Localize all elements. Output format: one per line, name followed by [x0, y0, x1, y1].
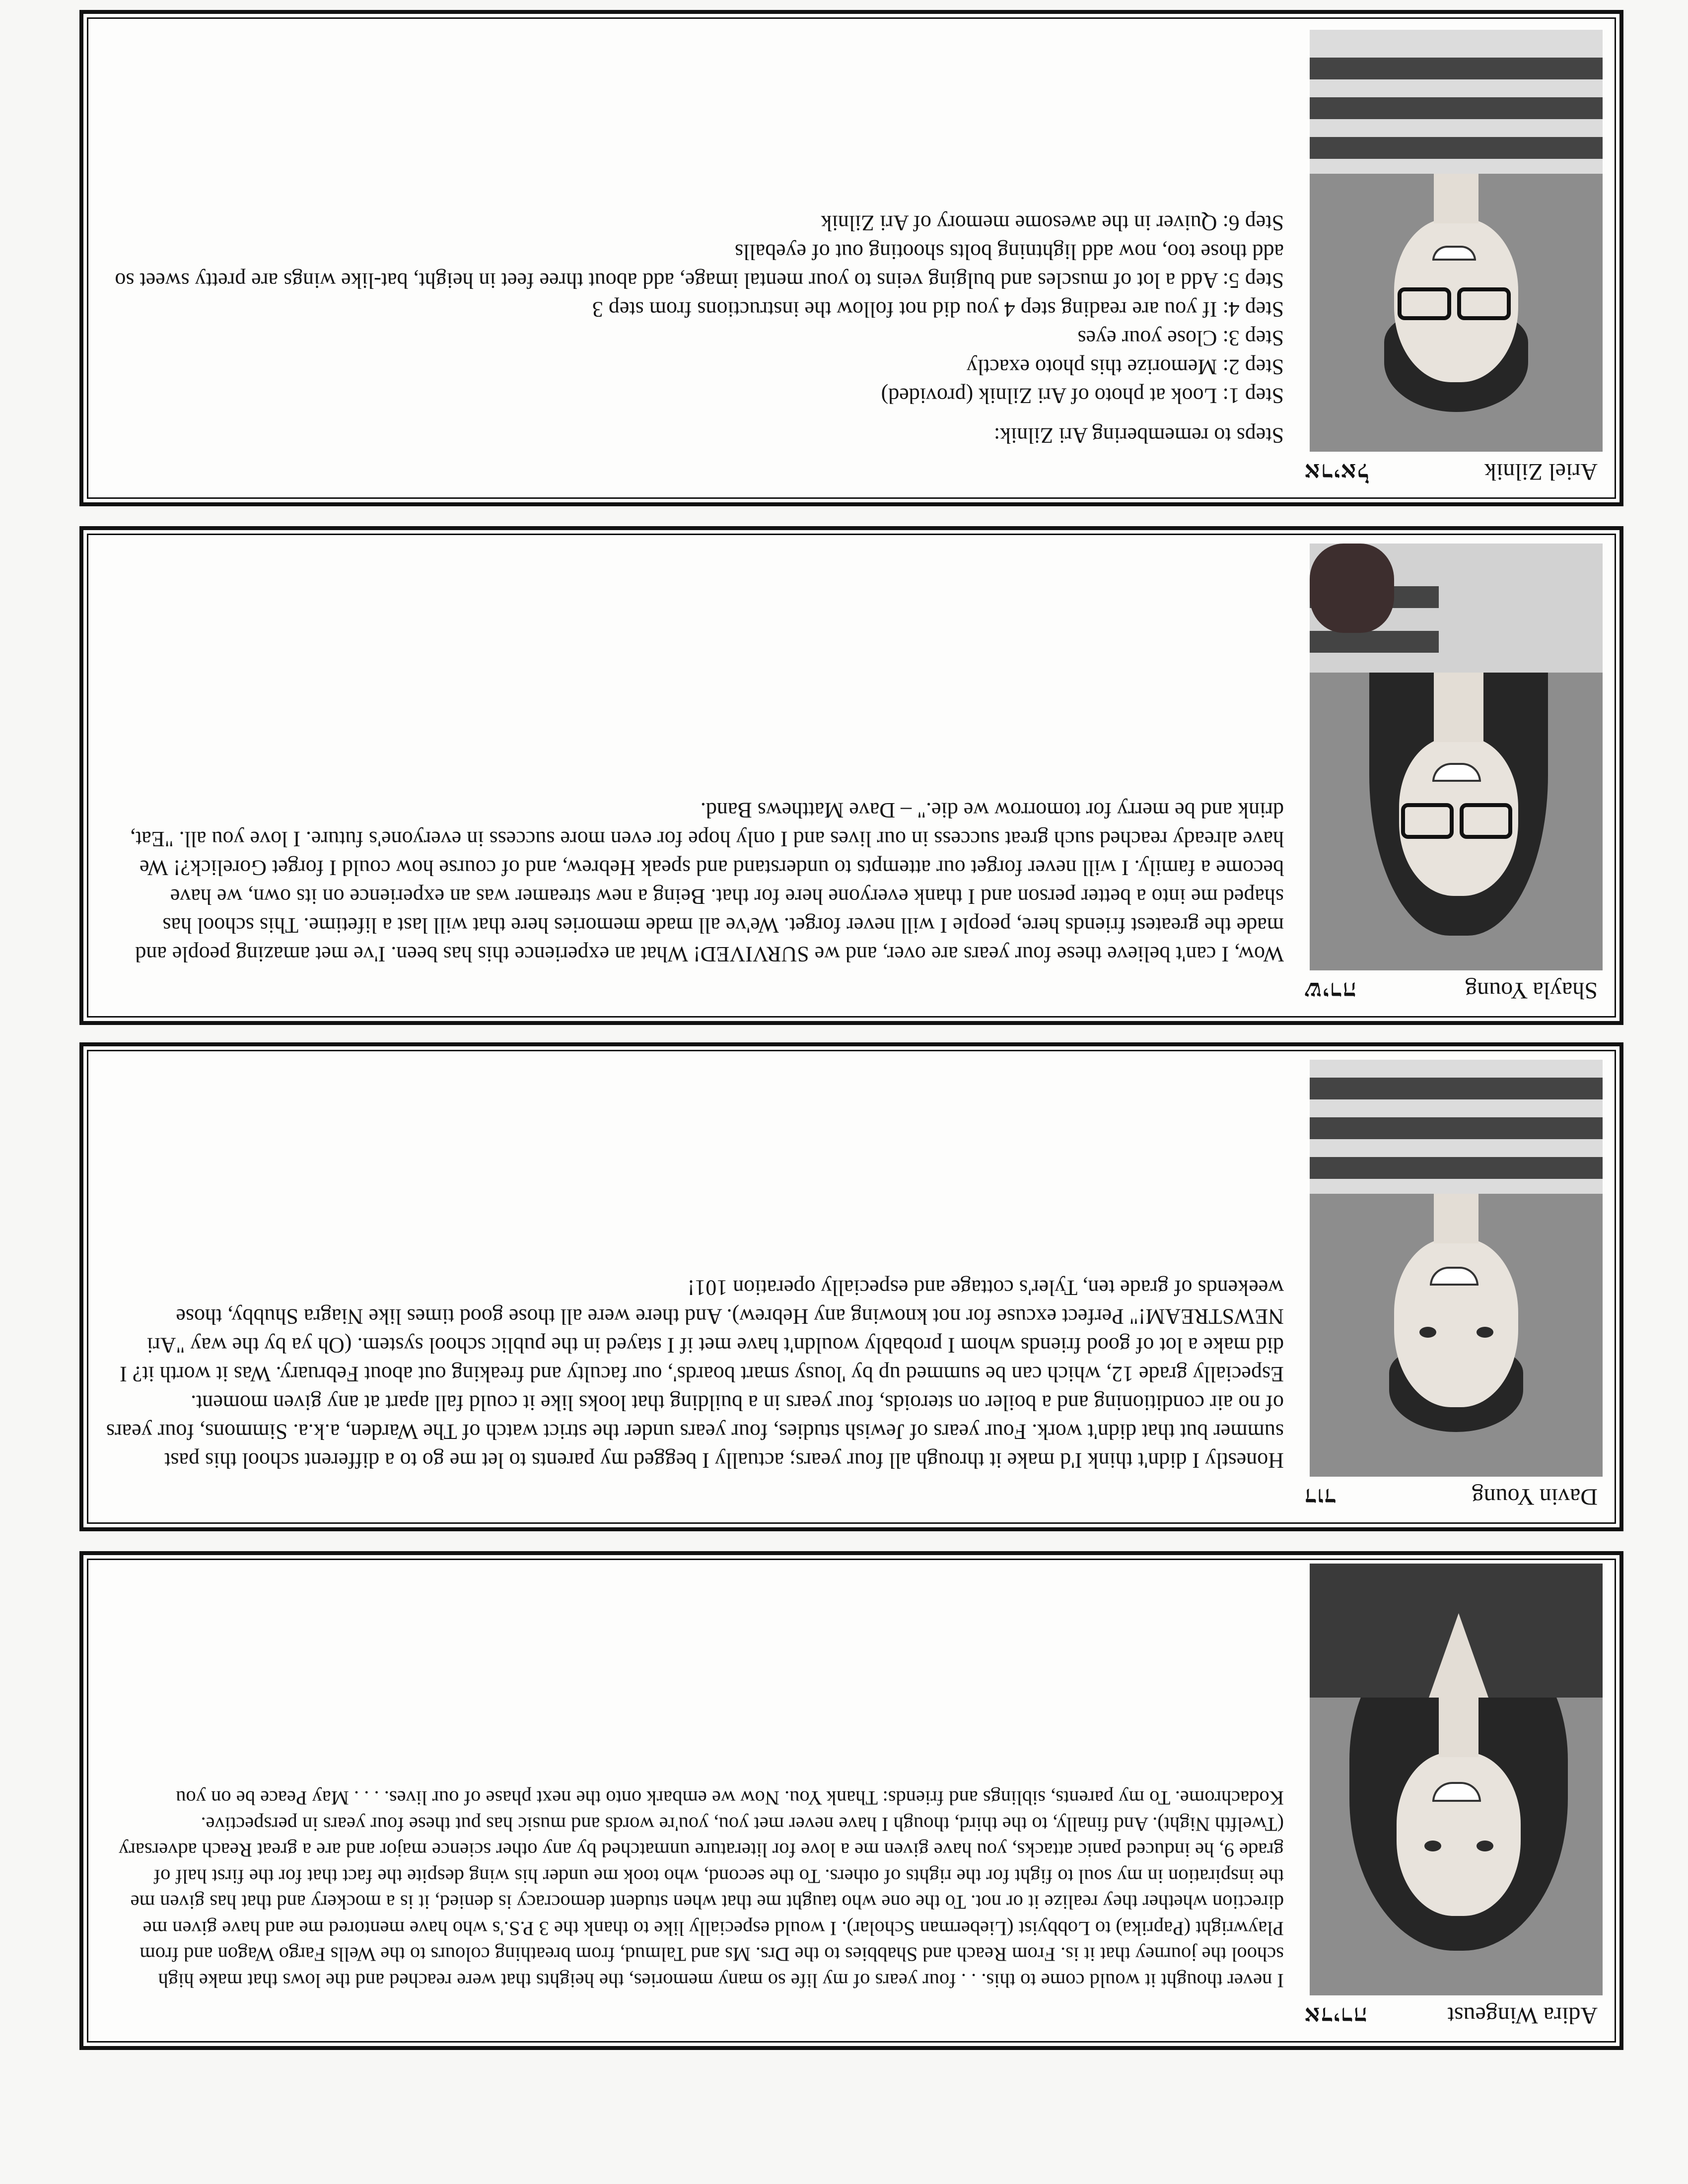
entry-frame	[87, 1050, 1616, 1524]
grad-entry-davin	[79, 1042, 1623, 1531]
step-item: Step 4: If you are reading step 4 you did not follow the instructions from step 3	[592, 297, 1284, 322]
name-bar	[1297, 1997, 1605, 2034]
student-name: Shayla Young	[1465, 977, 1598, 1004]
steps-intro: Steps to remembering Ari Zilnik:	[993, 423, 1284, 448]
student-bio	[105, 208, 1284, 450]
student-bio: Wow, I can't believe these four years are over, and we SURVIVED! What an experience this has been. I've met amazing people and made the greatest friends here, people I will never forget. We've all made memories here that will last a lifetime. This school has shaped me into a better person and I thank everyone here for that. Being a new streamer was an experience on its own, we have become a family. I will never forget our attempts to understand and speak Hebrew, and of course how could I forget Gorelick?! We have already reached such great success in our lives and I only hope for even more success in everyone's future. I love you all. "Eat, drink and be merry for tomorrow we die." – Dave Matthews Band.	[130, 798, 1284, 966]
student-name: Ariel Zilnik	[1484, 459, 1598, 485]
step-item: Step 1: Look at photo of Ari Zilnik (provided)	[881, 384, 1284, 408]
step-item: Step 6: Quiver in the awesome memory of Ari Zilnik	[821, 211, 1284, 235]
student-photo	[1310, 1564, 1603, 1995]
entry-frame	[87, 17, 1616, 499]
student-name: Davin Young	[1472, 1484, 1598, 1510]
student-portrait-curly-hair-icon	[1310, 1564, 1603, 1995]
grad-entry-shayla	[79, 526, 1623, 1025]
steps-list	[105, 208, 1284, 410]
student-portrait-glasses-flowers-icon	[1310, 544, 1603, 970]
student-portrait-striped-shirt-icon	[1310, 1060, 1603, 1477]
student-bio: Honestly I didn't think I'd make it through all four years; actually I begged my parents to let me go to a different school this past summer but that didn't work. Four years of Jewish studies, four years under the strict watch of The Warden, a.k.a. Simmons, four years of no air conditioning and a boiler on steroids, four years in a building that looks like it could fall apart at any given moment. Especially grade 12, which can be summed up by 'lousy smart boards', our faculty and freaking out about February. Was it worth it? I did make a lot of good friends whom I probably wouldn't have met if I stayed in the public school system. (Oh ya by the way "Ari NEWSTREAM!" Perfect excuse for not knowing any Hebrew). And there were all those good times like Niagra Shubby, those weekends of grade ten, Tyler's cottage and especially operation 101!	[106, 1276, 1284, 1473]
step-item: Step 2: Memorize this photo exactly	[966, 355, 1284, 379]
entry-frame	[87, 1559, 1616, 2043]
hebrew-name: אריאל	[1304, 459, 1369, 485]
grad-entry-adira	[79, 1551, 1623, 2050]
student-photo	[1310, 544, 1603, 970]
student-name: Adira Wingeust	[1447, 2002, 1598, 2029]
grad-entry-ariel	[79, 10, 1623, 506]
step-item: Step 5: Add a lot of muscles and bulging veins to your mental image, add about three feet in height, bat-like wings are pretty sweet so add those too, now add lightning bolts shooting out of eyeballs	[115, 240, 1284, 293]
student-bio: I never thought it would come to this. . . four years of my life so many memories, the heights that were reached and the lows that make high school the journey that it is. From Reach and Shabbies to the Drs. Ms and Talmud, from breathing colours to the Wells Fargo Wagon and from Playwright (Paprika) to Lobbyist (Lieberman Scholar). I would especially like to thank the 3 P.S.'s who have mentored me and have given me direction whether they realize it or not. To the one who taught me that when student democracy is denied, it is a mockery and that has given me the inspiration in my soul to fight for the rights of others. To the second, who took me under his wing despite the fact that for the first half of grade 9, he induced panic attacks, you have given me a love for literature unmatched by any other science major and are a great Reach adversary (Twelfth Night). And finally, to the third, though I have never met you, you're words and music has put these four years in perspective. Kodachrome. To my parents, siblings and friends: Thank You. Now we embark onto the next phase of our lives. . . . May Peace be on you	[119, 1787, 1284, 1992]
entry-frame	[87, 534, 1616, 1018]
name-bar	[1297, 972, 1605, 1009]
hebrew-name: שירה	[1304, 977, 1356, 1004]
student-portrait-glasses-striped-shirt-icon	[1310, 30, 1603, 452]
name-bar	[1297, 454, 1605, 490]
hebrew-name: דוד	[1304, 1484, 1336, 1510]
hebrew-name: אדירה	[1304, 2002, 1367, 2029]
step-item: Step 3: Close your eyes	[1077, 326, 1284, 350]
student-photo	[1310, 1060, 1603, 1477]
student-photo	[1310, 30, 1603, 452]
name-bar	[1297, 1479, 1605, 1515]
